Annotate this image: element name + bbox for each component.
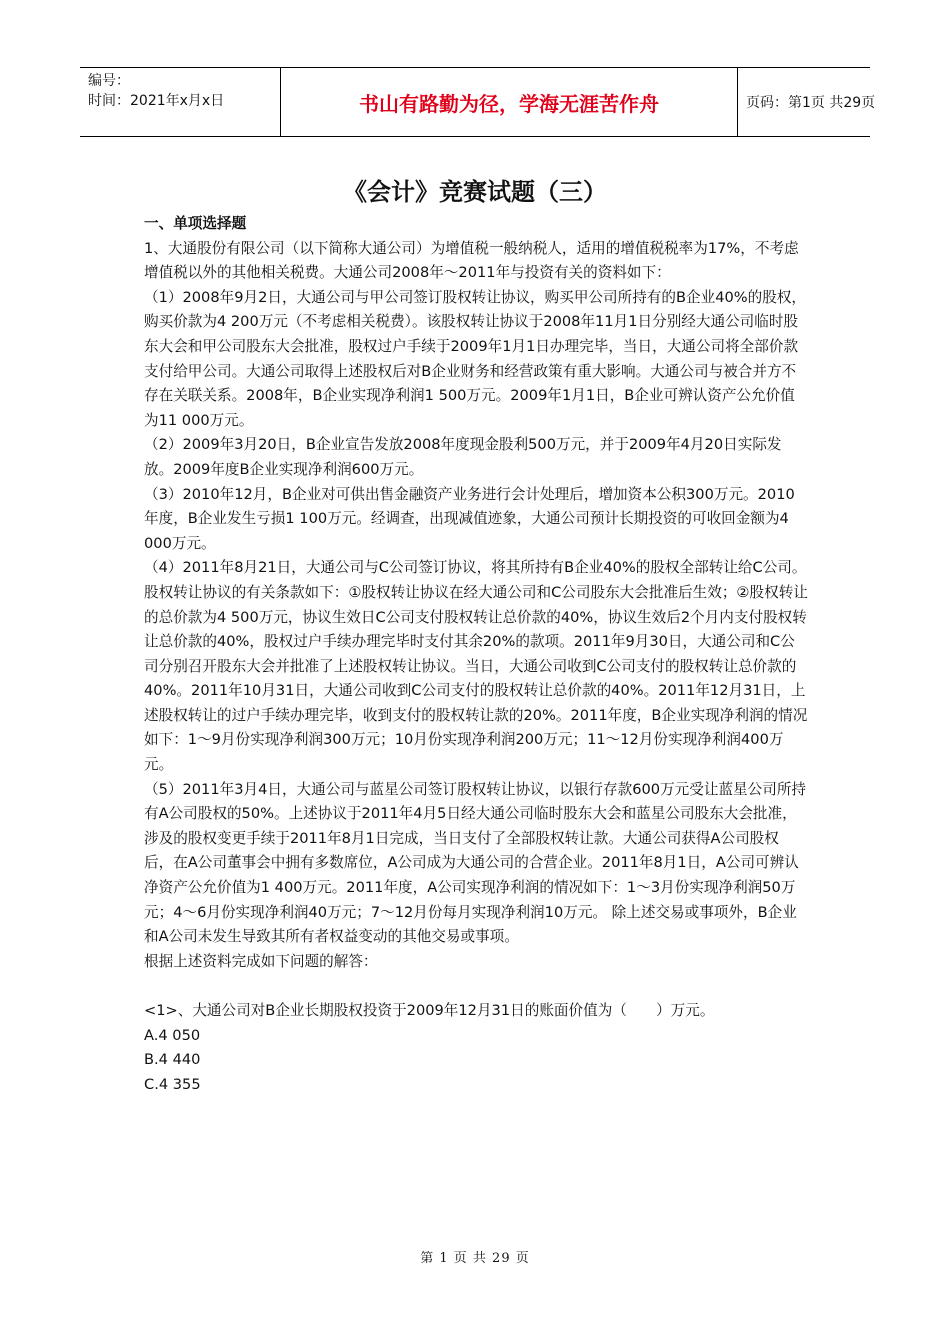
- header-motto: 书山有路勤为径，学海无涯苦作舟: [280, 68, 738, 136]
- paragraph: （4）2011年8月21日，大通公司与C公司签订协议，将其所持有B企业40%的股权全部转让给C公司。股权转让协议的有关条款如下：①股权转让协议在经大通公司和C公司股东大会批准后生效；②股权转让的总价款为4 500万元，协议生效日C公司支付股权转让总价款的40%，协议生效后2个月内支付股权转让总价款的40%，股权过户手续办理完毕时支付其余20%的款项。2011年9月30日，大通公司和C公司分别召开股东大会并批准了上述股权转让协议。当日，大通公司收到C公司支付的股权转让总价款的40%。2011年10月31日，大通公司收到C公司支付的股权转让总价款的40%。2011年12月31日，上述股权转让的过户手续办理完毕，收到支付的股权转让款的20%。2011年度，B企业实现净利润的情况如下：1～9月份实现净利润300万元；10月份实现净利润200万元；11～12月份实现净利润400万元。: [144, 559, 808, 774]
- document-title: 《会计》竞赛试题（三）: [343, 177, 607, 206]
- header-meta: [80, 68, 280, 139]
- paragraph: （1）2008年9月2日，大通公司与甲公司签订股权转让协议，购买甲公司所持有的B企业40%的股权，购买价款为4 200万元（不考虑相关税费）。该股权转让协议于2008年11月1日分别经大通公司临时股东大会和甲公司股东大会批准，股权过户手续于2009年1月1日办理完毕，当日，大通公司将全部价款支付给甲公司。大通公司取得上述股权后对B企业财务和经营政策有重大影响。大通公司与被合并方不存在关联关系。2008年，B企业实现净利润1 500万元。2009年1月1日，B企业可辨认资产公允价值为11 000万元。: [144, 288, 807, 429]
- option-c: C.4 355: [144, 1075, 201, 1093]
- option-b: B.4 440: [144, 1051, 201, 1069]
- number-label: 编号：: [88, 73, 130, 89]
- option-a: A.4 050: [144, 1026, 201, 1044]
- paragraph: 根据上述资料完成如下问题的解答：: [144, 952, 378, 970]
- page-header: [80, 67, 876, 137]
- paragraph: （5）2011年3月4日，大通公司与蓝星公司签订股权转让协议，以银行存款600万元受让蓝星公司所持有A公司股权的50%。上述协议于2011年4月5日经大通公司临时股东大会和蓝星公司股东大会批准，涉及的股权变更手续于2011年8月1日完成，当日支付了全部股权转让款。大通公司获得A公司股权后，在A公司董事会中拥有多数席位，A公司成为大通公司的合营企业。2011年8月1日，A公司可辨认净资产公允价值为1 400万元。2011年度，A公司实现净利润的情况如下：1～3月份实现净利润50万元；4～6月份实现净利润40万元；7～12月份每月实现净利润10万元。 除上述交易或事项外，B企业和A公司未发生导致其所有者权益变动的其他交易或事项。: [144, 780, 807, 946]
- paragraph: （3）2010年12月，B企业对可供出售金融资产业务进行会计处理后，增加资本公积300万元。2010年度，B企业发生亏损1 100万元。经调查，出现减值迹象，大通公司预计长期投资的可收回金额为4 000万元。: [144, 485, 795, 552]
- spacer: [144, 974, 808, 999]
- page-footer: 第 1 页 共 29 页: [420, 1251, 530, 1266]
- date-label: 时间：2021年x月x日: [88, 93, 225, 109]
- section-heading: 一、单项选择题: [144, 215, 247, 232]
- paragraph: （2）2009年3月20日，B企业宣告发放2008年度现金股利500万元，并于2009年4月20日实际发放。2009年度B企业实现净利润600万元。: [144, 436, 782, 478]
- question-text: <1>、大通公司对B企业长期股权投资于2009年12月31日的账面价值为（ ）万元。: [144, 1002, 715, 1019]
- header-page-number: 页码：第1页 共29页: [746, 95, 876, 111]
- document-body: [144, 212, 808, 1097]
- paragraph: 1、大通股份有限公司（以下简称大通公司）为增值税一般纳税人，适用的增值税税率为17%，不考虑增值税以外的其他相关税费。大通公司2008年～2011年与投资有关的资料如下：: [144, 239, 799, 282]
